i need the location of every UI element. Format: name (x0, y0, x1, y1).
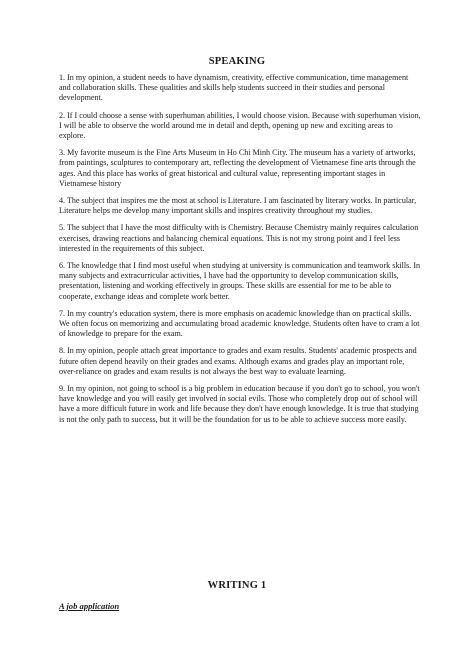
answer-paragraph: 2. If I could choose a sense with superhuman abilities, I would choose vision. Because with superhuman vision, I will be able to observe the world around me in detail and depth, opening up new and exciting areas to explore. (59, 110, 421, 141)
writing-subheading: A job application (59, 601, 120, 611)
speaking-heading: SPEAKING (208, 56, 266, 67)
answer-paragraph: 9. In my opinion, not going to school is a big problem in education because if you don't go to school, you won't have knowledge and you will easily get involved in social evils. Those who completely drop out of school will have a more difficult future in work and life because they don't have enough knowledge. It is true that studying is not the only path to success, but it will be the foundation for us to be able to achieve success more easily. (59, 384, 420, 424)
answer-paragraph: 5. The subject that I have the most difficulty with is Chemistry. Because Chemistry mainly requires calculation exercises, drawing reactions and balancing chemical equations. This is not my strong point and I feel less interested in the requirements of this subject. (59, 223, 419, 253)
speaking-answers (59, 73, 421, 432)
answer-paragraph: 8. In my opinion, people attach great importance to grades and exam results. Students' academic prospects and future often depend heavily on their grades and exams. Although exams and grades play an important role, over-reliance on grades and exam results is not always the best way to evaluate learning. (59, 346, 417, 376)
answer-paragraph: 1. In my opinion, a student needs to have dynamism, creativity, effective communication, time management and collaboration skills. These qualities and skills help students succeed in their studies and personal development. (59, 73, 409, 103)
answer-paragraph: 3. My favorite museum is the Fine Arts Museum in Ho Chi Minh City. The museum has a variety of artworks, from paintings, sculptures to contemporary art, reflecting the development of Vietnamese fine arts through the ages. And this place has works of great historical and cultural value, representing important stages in Vietnamese history (59, 148, 416, 188)
answer-paragraph: 6. The knowledge that I find most useful when studying at university is communication and teamwork skills. In many subjects and extracurricular activities, I have had the opportunity to develop communication skills, presentation, listening and working effectively in groups. These skills are essential for me to be able to cooperate, exchange ideas and complete work better. (59, 261, 421, 301)
answer-paragraph: 4. The subject that inspires me the most at school is Literature. I am fascinated by literary works. In particular, Literature helps me develop many important skills and inspires creativity throughout my studies. (59, 196, 417, 216)
answer-paragraph: 7. In my country's education system, there is more emphasis on academic knowledge than on practical skills. We often focus on memorizing and accumulating broad academic knowledge. Students often have to cram a lot of knowledge to prepare for the exam. (59, 308, 420, 339)
writing-heading: WRITING 1 (207, 580, 267, 591)
